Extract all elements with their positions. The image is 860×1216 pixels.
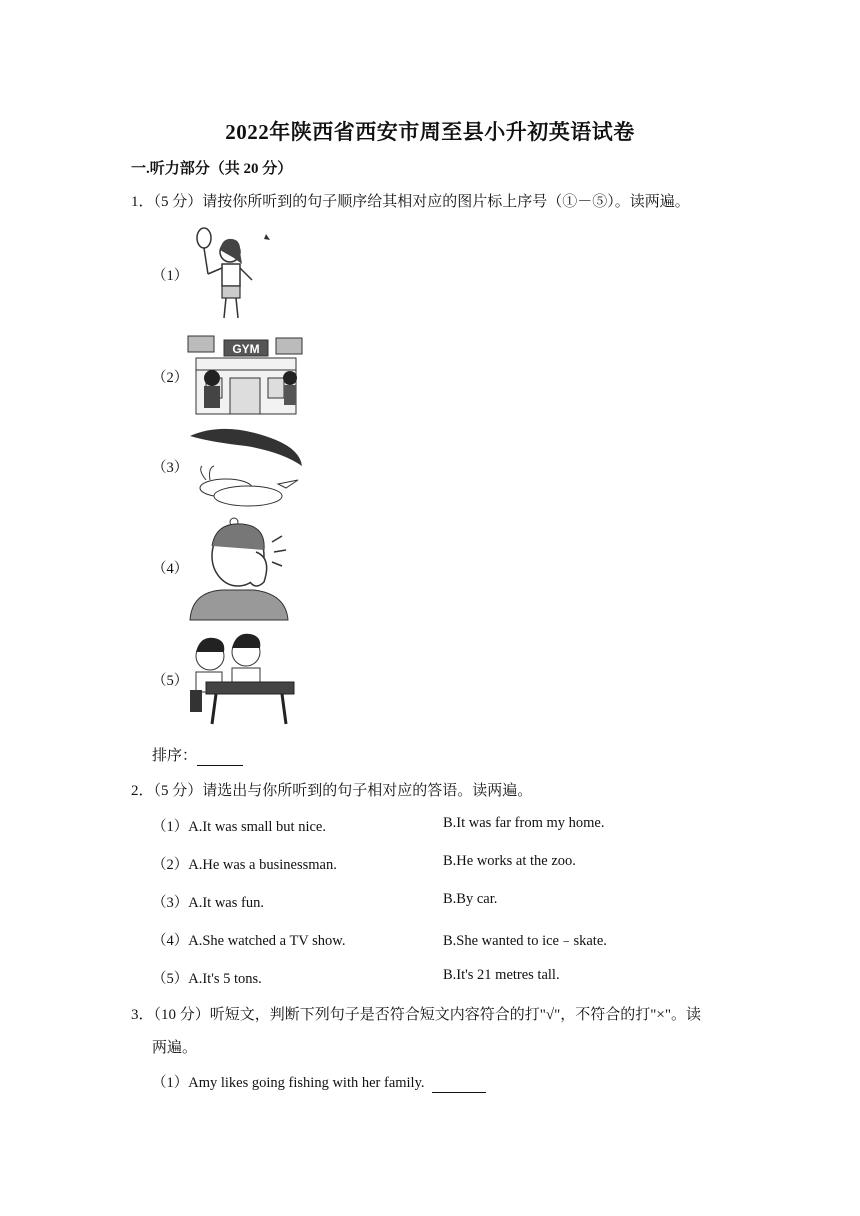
q3-item-1-blank[interactable] [432, 1075, 486, 1093]
question-3-stem-line2: 两遍。 [152, 1040, 198, 1056]
toothache-man-picture [186, 512, 292, 622]
q1-item-5-label: （5） [152, 673, 189, 689]
beans-carrots-picture [186, 422, 306, 510]
question-3-stem-line1: 3．（10 分）听短文，判断下列句子是否符合短文内容符合的打"√"，不符合的打"×"。读 [131, 1007, 701, 1023]
q3-item-1-text: （1）Amy likes going fishing with her family. [152, 1075, 425, 1091]
q3-item-1 [152, 1071, 486, 1093]
q2-row-1-a[interactable]: （1）A.It was small but nice. [152, 819, 326, 835]
q2-row-3-a[interactable]: （3）A.It was fun. [152, 895, 264, 911]
q2-row-1-b[interactable]: B.It was far from my home. [443, 815, 605, 831]
q2-row-4-b[interactable]: B.She wanted to ice﹣skate. [443, 933, 607, 949]
q1-item-4-label: （4） [152, 561, 189, 577]
gym-building-picture [186, 334, 304, 418]
q2-row-2-a[interactable]: （2）A.He was a businessman. [152, 857, 337, 873]
q2-row-2-b[interactable]: B.He works at the zoo. [443, 853, 576, 869]
q1-item-3-label: （3） [152, 460, 189, 476]
order-answer-blank[interactable] [197, 748, 243, 766]
q2-row-3-b[interactable]: B.By car. [443, 891, 498, 907]
q1-item-1-label: （1） [152, 268, 189, 284]
gym-sign-text: GYM [232, 342, 260, 356]
kids-eating-picture [186, 628, 298, 726]
question-2-stem: 2．（5 分）请选出与你所听到的句子相对应的答语。读两遍。 [131, 783, 533, 799]
q1-item-2-label: （2） [152, 370, 189, 386]
order-answer-line [152, 744, 243, 766]
q2-row-5-b[interactable]: B.It's 21 metres tall. [443, 967, 560, 983]
order-label: 排序： [152, 748, 198, 764]
q2-row-5-a[interactable]: （5）A.It's 5 tons. [152, 971, 262, 987]
q2-row-4-a[interactable]: （4）A.She watched a TV show. [152, 933, 346, 949]
question-1-stem: 1．（5 分）请按你所听到的句子顺序给其相对应的图片标上序号（①－⑤）。读两遍。 [131, 194, 690, 210]
section-heading-listening: 一.听力部分（共 20 分） [131, 161, 293, 177]
girl-badminton-picture [186, 224, 276, 324]
page-title: 2022年陕西省西安市周至县小升初英语试卷 [225, 120, 635, 144]
